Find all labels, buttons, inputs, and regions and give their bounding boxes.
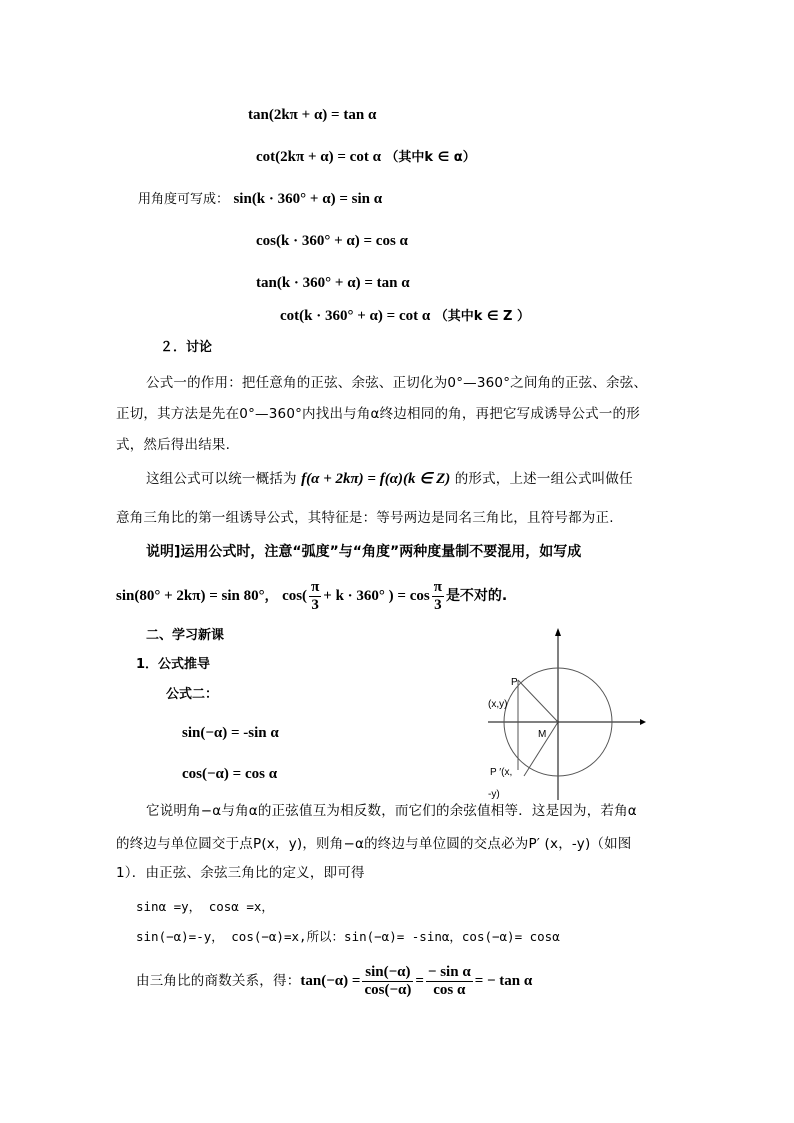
quotient-intro: 由三角比的商数关系，得： (136, 973, 301, 989)
discussion-para2-line2: 意角三角比的第一组诱导公式，其特征是：等号两边是同名三角比，且符号都为正. (116, 510, 614, 526)
note-fraction-2 (432, 579, 444, 614)
label-p: P (511, 677, 518, 688)
explanation-line6 (136, 962, 532, 1000)
formula-cos-deg: cos(k · 360° + α) = cos α (256, 233, 408, 249)
discussion-para1-line1: 公式一的作用：把任意角的正弦、余弦、正切化为0°—360°之间角的正弦、余弦、 (146, 375, 648, 391)
label-neg-y: -y) (488, 789, 500, 800)
quotient-fraction-1 (362, 964, 413, 999)
section-heading-new: 二、学习新课 (146, 628, 225, 643)
explanation-line2: 的终边与单位圆交于点P(x，y)，则角−α的终边与单位圆的交点必为P′ (x，-y)（如图 (116, 836, 632, 852)
note-line: 说明]运用公式时，注意“弧度”与“角度”两种度量制不要混用，如写成 (146, 544, 582, 560)
note-fraction-1 (309, 579, 321, 614)
quotient-eq: = (415, 973, 424, 989)
label-pprime: P ′(x, (490, 767, 513, 778)
degree-intro-text: 用角度可写成： (138, 192, 230, 207)
subheading-formula-two: 公式二： (166, 687, 219, 702)
formula-cot-deg-note: （其中k ∈ Z ） (434, 309, 530, 324)
discussion-para1-line2: 正切，其方法是先在0°—360°内找出与角α终边相同的角，再把它写成诱导公式一的形 (116, 406, 640, 422)
degree-formula-line (138, 190, 382, 209)
quotient-fraction-2 (426, 964, 473, 999)
note-formula-b-mid: + k · 360° ) = cos (323, 588, 430, 604)
note-fraction-1-den: 3 (311, 596, 319, 613)
note-formula-b-pre: cos( (282, 588, 308, 604)
formula-cot-deg-line (280, 307, 530, 326)
quotient-fraction-2-num: − sin α (427, 963, 471, 980)
formula-cot-2kpi: cot(2kπ + α) = cot α (256, 149, 381, 165)
formula-tan-deg: tan(k · 360° + α) = tan α (256, 275, 410, 291)
note-tail: 是不对的. (445, 588, 508, 604)
label-m: M (538, 729, 547, 740)
section-heading-discussion: ２．讨论 (160, 340, 213, 355)
explanation-line1: 它说明角−α与角α的正弦值互为相反数，而它们的余弦值相等．这是因为，若角α (146, 803, 637, 819)
formula-tan-2kpi: tan(2kπ + α) = tan α (248, 107, 377, 123)
explanation-line5: sin(−α)=-y， cos(−α)=x,所以：sin(−α)= -sinα，cos(−α)= cosα (136, 929, 560, 944)
para2-text-a: 这组公式可以统一概括为 (146, 471, 297, 487)
discussion-para1-line3: 式，然后得出结果. (116, 437, 231, 453)
para2-text-b: 的形式，上述一组公式叫做任 (454, 471, 633, 487)
explanation-line3: 1）．由正弦、余弦三角比的定义，即可得 (116, 865, 365, 881)
formula-cot-deg: cot(k · 360° + α) = cot α (280, 308, 431, 324)
label-xy: (x,y) (488, 699, 508, 710)
formula-sin-deg: sin(k · 360° + α) = sin α (233, 191, 383, 207)
unit-circle-diagram (478, 628, 648, 803)
para2-formula: f(α + 2kπ) = f(α)(k ∈ Z) (301, 471, 451, 487)
quotient-fraction-1-den: cos(−α) (364, 981, 412, 998)
formula-sin-neg: sin(−α) = -sin α (182, 725, 279, 741)
x-axis-arrow (640, 719, 646, 725)
note-fraction-2-den: 3 (434, 596, 442, 613)
y-axis-arrow (555, 628, 561, 636)
tan-neg-lhs: tan(−α) = (300, 973, 361, 989)
formula-cos-neg: cos(−α) = cos α (182, 766, 278, 782)
terminal-side-p (518, 680, 558, 722)
note-formula-a: sin(80° + 2kπ) = sin 80° (116, 588, 265, 604)
note-fraction-2-num: π (433, 578, 442, 595)
quotient-fraction-2-den: cos α (433, 981, 466, 998)
note-formula-line (116, 578, 507, 615)
discussion-para2-line1 (146, 470, 633, 488)
note-comma: ， (264, 589, 278, 604)
quotient-fraction-1-num: sin(−α) (362, 964, 413, 982)
subheading-derivation: 1．公式推导 (136, 657, 211, 672)
explanation-line4: sinα =y， cosα =x， (136, 899, 274, 914)
quotient-result: = − tan α (474, 973, 533, 989)
formula-cot-2kpi-note: （其中k ∈ α） (385, 150, 476, 165)
formula-cot-2kpi-line (256, 148, 476, 167)
note-fraction-1-num: π (311, 578, 320, 595)
